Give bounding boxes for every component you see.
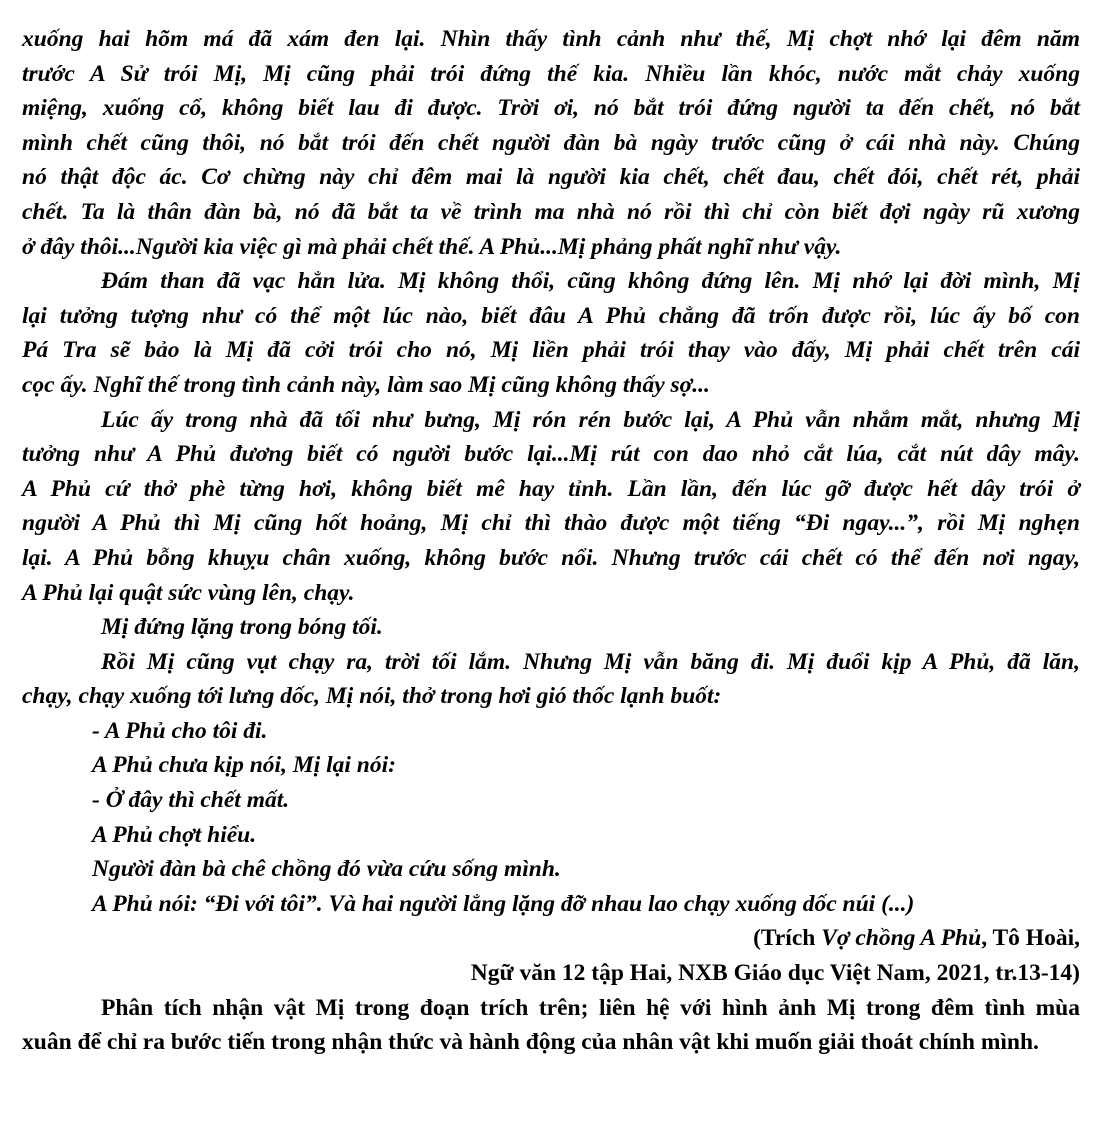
citation-line-1 [22,921,1080,956]
dialogue-line: - A Phủ cho tôi đi. [92,717,268,744]
passage-line: miệng, xuống cổ, không biết lau đi được. Trời ơi, nó bắt trói đứng người ta đến chết, nó bắt [22,95,1080,122]
citation-author: , Tô Hoài, [981,925,1080,952]
question-line: xuân để chỉ ra bước tiến trong nhận thức và hành động của nhân vật khi muốn giải thoát chính mình. [22,1029,1039,1056]
passage-line: Lúc ấy trong nhà đã tối như bưng, Mị rón rén bước lại, A Phủ vẫn nhắm mắt, nhưng Mị [101,406,1080,433]
citation-line-2: Ngữ văn 12 tập Hai, NXB Giáo dục Việt Nam, 2021, tr.13-14) [470,960,1080,987]
passage-line: A Phủ cứ thở phè từng hơi, không biết mê hay tỉnh. Lần lần, đến lúc gỡ được hết dây trói ở [22,475,1080,502]
passage-line: Rồi Mị cũng vụt chạy ra, trời tối lắm. Nhưng Mị vẫn băng đi. Mị đuổi kịp A Phủ, đã lăn, [101,648,1080,675]
passage-line: lại tưởng tượng như có thể một lúc nào, biết đâu A Phủ chẳng đã trốn được rồi, lúc ấy bố con [22,302,1080,329]
passage-line: Người đàn bà chê chồng đó vừa cứu sống mình. [92,856,561,883]
passage-line: trước A Sử trói Mị, Mị cũng phải trói đứng thế kia. Nhiều lần khóc, nước mắt chảy xuống [22,60,1080,87]
citation-open: (Trích [753,925,822,952]
passage-line: nó thật độc ác. Cơ chừng này chỉ đêm mai là người kia chết, chết đau, chết đói, chết rét, phải [22,164,1080,191]
document-page [22,22,1080,1060]
passage-line: mình chết cũng thôi, nó bắt trói đến chết người đàn bà ngày trước cũng ở cái nhà này. Chúng [22,129,1080,156]
passage-line: A Phủ chưa kịp nói, Mị lại nói: [92,752,396,779]
passage-line: A Phủ lại quật sức vùng lên, chạy. [22,579,355,606]
passage-line: tưởng như A Phủ đương biết có người bước lại...Mị rút con dao nhỏ cắt lúa, cắt nút dây mây. [22,441,1080,468]
passage-line: cọc ấy. Nghĩ thế trong tình cảnh này, làm sao Mị cũng không thấy sợ... [22,371,710,398]
passage-line: xuống hai hõm má đã xám đen lại. Nhìn thấy tình cảnh như thế, Mị chợt nhớ lại đêm năm [22,26,1080,52]
citation-title: Vợ chồng A Phủ [821,925,982,952]
passage-line: Pá Tra sẽ bảo là Mị đã cởi trói cho nó, Mị liền phải trói thay vào đấy, Mị phải chết trên cái [22,337,1080,364]
passage-line: A Phủ chợt hiểu. [92,821,257,848]
passage-line: lại. A Phủ bỗng khuỵu chân xuống, không bước nổi. Nhưng trước cái chết có thể đến nơi ngay, [22,544,1080,571]
passage-line: chạy, chạy xuống tới lưng dốc, Mị nói, thở trong hơi gió thốc lạnh buốt: [22,683,722,710]
passage-line: người A Phủ thì Mị cũng hốt hoảng, Mị chỉ thì thào được một tiếng “Đi ngay...”, rồi Mị nghẹn [22,510,1080,537]
passage-line: chết. Ta là thân đàn bà, nó đã bắt ta về trình ma nhà nó rồi thì chỉ còn biết đợi ngày rũ xương [22,198,1080,225]
passage-line: A Phủ nói: “Đi với tôi”. Và hai người lẳng lặng đỡ nhau lao chạy xuống dốc núi (...) [92,890,915,917]
passage-line: Mị đứng lặng trong bóng tối. [101,614,383,641]
dialogue-line: - Ở đây thì chết mất. [92,787,290,814]
passage-line: ở đây thôi...Người kia việc gì mà phải chết thế. A Phủ...Mị phảng phất nghĩ như vậy. [22,233,842,260]
passage-line: Đám than đã vạc hẳn lửa. Mị không thổi, cũng không đứng lên. Mị nhớ lại đời mình, Mị [101,268,1080,295]
question-line: Phân tích nhận vật Mị trong đoạn trích trên; liên hệ với hình ảnh Mị trong đêm tình mùa [101,994,1080,1021]
